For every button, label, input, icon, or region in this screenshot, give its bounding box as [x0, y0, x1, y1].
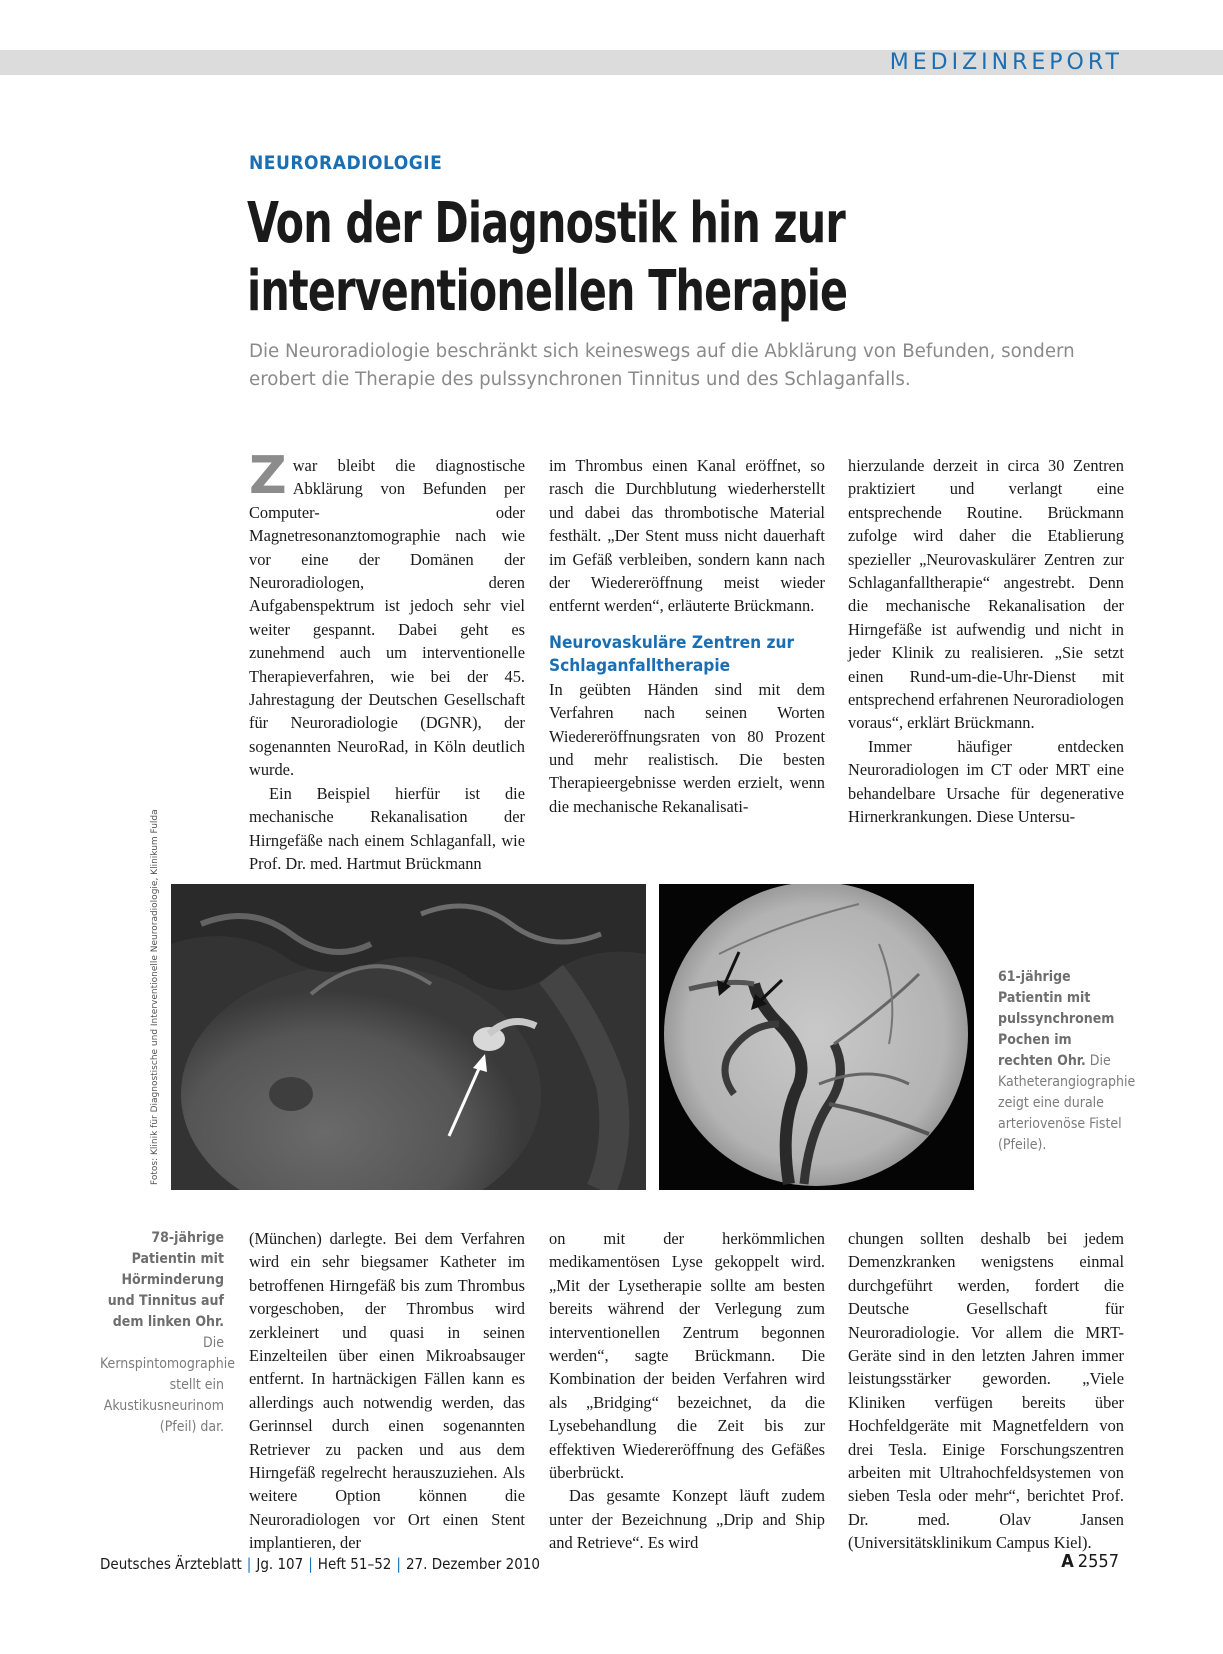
title-line-1: Von der Diagnostik hin zur [247, 191, 845, 256]
paragraph: In geübten Händen sind mit dem Verfahren nach seinen Worten Wiedereröffnungsraten von 80 Prozent und mehr realistisch. Die besten Therapieergebnisse werden erzielt, wenn die mechanische Rekanalisati- [549, 679, 825, 816]
paragraph: im Thrombus einen Kanal eröffnet, so rasch die Durchblutung wiederherstellt und dabei das thrombotische Material festhält. „Der Stent muss nicht dauerhaft im Gefäß verbleiben, sondern kann nach der Wiedereröffnung meist wieder entfernt werden“, erläuterte Brückmann. [549, 456, 825, 616]
angiography-image [659, 884, 974, 1190]
page-prefix: A [1061, 1551, 1074, 1572]
photo-credit: Fotos: Klinik für Diagnostische und Interventionelle Neuroradiologie, Klinikum Fulda [150, 809, 160, 1185]
caption-text: Die Katheterangiographie zeigt eine durale arteriovenöse Fistel (Pfeile). [998, 1053, 1136, 1153]
paragraph: on mit der herkömmlichen medikamentösen Lyse gekoppelt wird. „Mit der Lysetherapie sollte am besten bereits während der Verlegung zum interventionellen Zentrum begonnen werden“, sagte Brückmann. Die Kombination der beiden Verfahren wird als „Bridging“ bezeichnet, da die Lysebehandlung die Zeit bis zur effektiven Wiedereröffnung des Gefäßes überbrückt. [549, 1229, 825, 1483]
separator: | [246, 1555, 252, 1573]
article-lede: Die Neuroradiologie beschränkt sich keineswegs auf die Abklärung von Befunden, sondern erobert die Therapie des pulssynchronen Tinnitus und des Schlaganfalls. [249, 341, 1075, 390]
paragraph: chungen sollten deshalb bei jedem Demenzkranken wenigstens einmal durchgeführt werden, fordert die Deutsche Gesellschaft für Neuroradiologie. Vor allem die MRT-Geräte sind in den letzten Jahren immer leistungsstärker geworden. „Viele Kliniken verfügen bereits über Hochfeldgeräte mit Magnetfeldern von drei Tesla. Einige Forschungszentren arbeiten mit Ultrahochfeldsystemen von sieben Tesla oder mehr“, berichtet Prof. Dr. med. Olav Jansen (Universitätsklinikum Campus Kiel). [848, 1229, 1124, 1553]
article-title [247, 190, 985, 326]
subheading: Neurovaskuläre Zentren zur Schlaganfalltherapie [549, 632, 795, 676]
paragraph [249, 446, 525, 782]
mri-illustration [171, 884, 646, 1190]
volume: Jg. 107 [256, 1555, 304, 1573]
paragraph: hierzulande derzeit in circa 30 Zentren praktiziert und verlangt eine entsprechende Routine. Brückmann zufolge wird daher die Etablierung spezieller „Neurovaskulärer Zentren zur Schlaganfalltherapie“ angestrebt. Denn die mechanische Rekanalisation der Hirngefäße ist aufwendig und nicht in jeder Klinik zu realisieren. „Sie setzt einen Rund-um-die-Uhr-Dienst mit entsprechend erfahrenen Neuroradiologen voraus“, erklärt Brückmann. [848, 456, 1124, 733]
article-kicker: NEURORADIOLOGIE [249, 152, 443, 174]
footer-citation [100, 1555, 540, 1573]
paragraph-text: war bleibt die diagnostische Abklärung von Befunden per Computer- oder Magnetresonanztomographie nach wie vor eine der Domänen der Neuroradiologen, deren Aufgabenspektrum ist jedoch sehr viel weiter gespannt. Dabei geht es zunehmend auch um interventionelle Therapieverfahren, wie bei der 45. Jahrestagung der Deutschen Gesellschaft für Neuroradiologie (DGNR), der sogenannten NeuroRad, in Köln deutlich wurde. [249, 456, 525, 780]
paragraph: Ein Beispiel hierfür ist die mechanische Rekanalisation der Hirngefäße nach einem Schlaganfall, wie Prof. Dr. med. Hartmut Brückmann [249, 783, 525, 873]
figure-caption-left [100, 1228, 236, 1438]
column-5 [549, 1227, 825, 1555]
issue-date: 27. Dezember 2010 [405, 1555, 540, 1573]
figure-caption-right [998, 967, 1136, 1156]
paragraph: Das gesamte Konzept läuft zudem unter der Bezeichnung „Drip and Ship and Retrieve“. Es wird [549, 1486, 825, 1553]
caption-title: 78-jährige Patientin mit Hörminderung und Tinnitus auf dem linken Ohr. [107, 1230, 224, 1330]
angiography-illustration [659, 884, 974, 1190]
caption-title: 61-jährige Patientin mit pulssynchronem Pochen im rechten Ohr. [998, 969, 1115, 1069]
section-label: MEDIZINREPORT [889, 50, 1123, 75]
paragraph: (München) darlegte. Bei dem Verfahren wird ein sehr biegsamer Katheter im betroffenen Hirngefäß bis zum Thrombus vorgeschoben, der Thrombus wird zerkleinert und quasi in seinen Einzelteilen über einen Mikroabsauger entfernt. In hartnäckigen Fällen kann es allerdings auch notwendig werden, das Gerinnsel durch einen sogenannten Retriever zu packen und aus dem Hirngefäß regelrecht herauszuziehen. Als weitere Option können die Neuroradiologen vor Ort einen Stent implantieren, der [249, 1229, 525, 1553]
drop-cap: Z [249, 446, 287, 506]
issue: Heft 51–52 [317, 1555, 392, 1573]
title-line-2: interventionellen Therapie [247, 259, 848, 324]
mri-image [171, 884, 646, 1190]
separator: | [308, 1555, 313, 1573]
page-number [1061, 1551, 1119, 1572]
paragraph: Immer häufiger entdecken Neuroradiologen im CT oder MRT eine behandelbare Ursache für degenerative Hirnerkrankungen. Diese Untersu- [848, 736, 1124, 827]
column-3 [848, 454, 1124, 829]
column-2 [549, 454, 825, 818]
column-1 [249, 446, 525, 875]
column-6 [848, 1227, 1124, 1555]
page-number-value: 2557 [1077, 1551, 1119, 1572]
caption-text: Die Kernspintomographie stellt ein Akustikusneurinom (Pfeil) dar. [100, 1335, 236, 1435]
journal-name: Deutsches Ärzteblatt [100, 1555, 242, 1573]
separator: | [396, 1555, 401, 1573]
column-4 [249, 1227, 525, 1555]
